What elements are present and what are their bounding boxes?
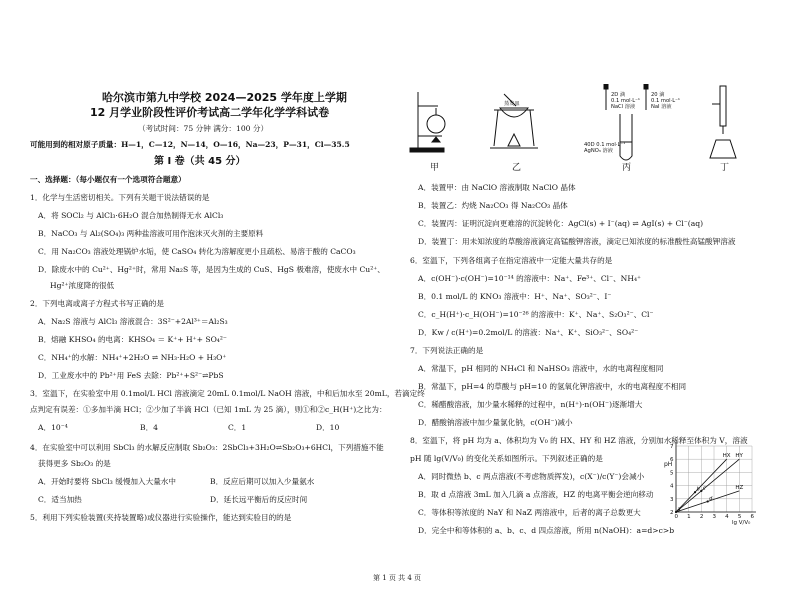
atomic-masses: 可能用到的相对原子质量：H—1，C—12，N—14，O—16，Na—23，P—31，Cl—35.5 [30,140,350,149]
q6-option-c: C．c_H(H⁺)·c_H(OH⁻)=10⁻²⁶ 的溶液中：K⁺、Na⁺、S₂O₃²⁻、Cl⁻ [418,310,654,319]
q4-option-d: D．延长远平衡后的反应时间 [210,495,308,504]
q8-option-b: B．取 d 点溶液 3mL 加入几滴 a 点溶液，HZ 的电离平衡会逆向移动 [418,490,654,499]
q6-option-d: D．Kw / c(H⁺)=0.2mol/L 的溶液：Na⁺、K⁺、SiO₃²⁻、SO₄²⁻ [418,328,639,337]
q7-option-a: A．常温下，pH 相同的 NH₄Cl 和 NaHSO₃ 溶液中，水的电离程度相同 [418,364,664,373]
apparatus-label-jia: 甲 [430,163,440,173]
question-4-cont: 获得更多 Sb₂O₃ 的是 [38,459,111,468]
q4-option-a: A．开始时要将 SbCl₃ 缓慢加入大量水中 [38,477,176,486]
q8-option-d: D．完全中和等体积的 a、b、c、d 四点溶液，所用 n(NaOH)：a=d>c>b [418,526,675,535]
q7-option-c: C．稀醋酸溶液，加少量水稀释的过程中，n(H⁺)·n(OH⁻)逐渐增大 [418,400,643,409]
apparatus-label-ding: 丁 [720,163,730,173]
exam-title-line2: 12 月学业阶段性评价考试高二学年化学学科试卷 [90,106,330,119]
q4-option-c: C．适当加热 [38,495,82,504]
ph-series-label-hy: HY [735,453,743,460]
ph-point-label-c: c [702,485,706,492]
q3-option-a: A．10⁻⁴ [38,423,68,432]
question-3-cont: 点判定有误差：①多加半滴 HCl；②少加了半滴 HCl（已知 1mL 为 25 滴），则①和②c_H(H⁺)之比为： [30,405,387,414]
ph-dilution-chart [662,432,762,526]
q6-option-b: B．0.1 mol/L 的 KNO₃ 溶液中：H⁺、Na⁺、SO₃²⁻、I⁻ [418,292,612,301]
ph-point-label-b: b [696,486,700,493]
part1-heading: 第 I 卷（共 45 分） [154,156,246,167]
question-5: 5．利用下列实验装置(夹持装置略)或仪器进行实验操作，能达到实验目的的是 [30,513,292,522]
q2-option-a: A．Na₂S 溶液与 AlCl₃ 溶液混合：3S²⁻+2Al³⁺＝Al₂S₃ [38,317,228,326]
ph-x-tick: 1 [687,514,691,520]
ph-chart-xlabel: lg V/V₀ [732,520,751,526]
ph-x-tick: 5 [737,514,742,520]
apparatus-bing-a-line1: 2D 滴 [611,92,626,98]
q1-option-b: B．NaCO₃ 与 Al₂(SO₄)₃ 两种盐溶液可用作泡沫灭火剂的主要原料 [38,229,264,238]
q1-option-c: C．用 Na₂CO₃ 溶液处理锅炉水垢，使 CaSO₄ 转化为溶解度更小且疏松、易溶于酸的 CaCO₃ [38,247,356,256]
apparatus-bing-a-line2: 0.1 mol·L⁻¹ [611,98,640,104]
ph-x-tick: 0 [674,514,678,520]
q2-option-d: D．工业废水中的 Pb²⁺用 FeS 去除：Pb²⁺+S²⁻⇌PbS [38,371,224,380]
ph-x-tick: 6 [750,514,754,520]
question-2: 2．下列电离或离子方程式书写正确的是 [30,299,164,308]
page-footer: 第 1 页 共 4 页 [372,574,422,582]
q7-option-b: B．常温下，pH=4 的草酸与 pH=10 的氢氧化钾溶液中，水的电离程度不相同 [418,382,687,391]
q1-option-a: A．将 SOCl₂ 与 AlCl₃·6H₂O 混合加热制得无水 AlCl₃ [38,211,224,220]
ph-y-tick: 4 [670,483,674,490]
q5-option-d: D．装置丁：用未知浓度的草酸溶液滴定高锰酸钾溶液，滴定已知浓度的标准酸性高锰酸钾溶液 [418,237,736,246]
q3-option-b: B．4 [140,423,159,432]
ph-x-tick: 4 [725,514,729,520]
question-1: 1．化学与生活密切相关。下列有关题干说法错误的是 [30,193,210,202]
ph-y-tick: 2 [670,510,674,516]
ph-x-tick: 2 [699,514,704,520]
q8-option-c: C．等体积等浓度的 NaY 和 NaZ 两溶液中，后者的离子总数更大 [418,508,641,517]
apparatus-bing-b-line1: 20 滴 [651,92,665,98]
apparatus-bing-c-line1: 40D 0.1 mol·L⁻¹ [584,142,626,148]
question-8-cont: pH 随 lg(V/V₀) 的变化关系如图所示。下列叙述正确的是 [410,454,603,463]
q3-option-d: D．10 [316,423,340,432]
q8-option-a: A．同时微热 b、c 两点溶液(不考虑物质挥发)，c(X⁻)/c(Y⁻)会减小 [418,472,645,481]
q5-option-a: A．装置甲：由 NaClO 溶液制取 NaClO 晶体 [418,183,576,192]
apparatus-jia-drawing [410,92,445,152]
apparatus-figure [408,84,778,176]
ph-y-tick: 5 [670,470,674,477]
ph-point-label-a: a [677,506,681,513]
question-8: 8．室温下，将 pH 均为 a、体积均为 V₀ 的 HX、HY 和 HZ 溶液，分别加水稀释至体积为 V，溶液 [410,436,748,445]
section1-heading: 一、选择题：（每小题仅有一个选项符合题意） [30,175,186,184]
apparatus-ding-drawing [710,86,736,158]
ph-y-tick: 7 [670,444,674,450]
q3-option-c: C．1 [228,423,247,432]
apparatus-yi-crucible-label: 蒸发皿 [504,101,520,107]
apparatus-bing-b-line3: NaI 溶液 [651,104,672,110]
q5-option-b: B．装置乙：灼烧 Na₂CO₃ 得 Na₂CO₃ 晶体 [418,201,568,210]
q5-option-c: C．装置丙：证明沉淀向更难溶的沉淀转化：AgCl(s) + I⁻(aq) ⇌ AgI(s) + Cl⁻(aq) [418,219,704,228]
q7-option-d: D．醋酸钠溶液中加少量氯化钠，c(OH⁻)减小 [418,418,573,427]
ph-chart-ylabel: pH [664,461,673,468]
ph-y-tick: 3 [670,496,674,503]
question-7: 7．下列说法正确的是 [410,346,484,355]
apparatus-bing-a-line3: NaCl 溶液 [611,104,636,110]
question-3: 3．室温下，在实验室中用 0.1mol/L HCl 溶液滴定 20mL 0.1mol/L NaOH 溶液，中和后加水至 20mL，若滴定终 [30,389,425,398]
q2-option-b: B．熔融 KHSO₄ 的电离：KHSO₄ ＝ K⁺+ H⁺+ SO₄²⁻ [38,335,227,344]
exam-title-line1: 哈尔滨市第九中学校 2024—2025 学年度上学期 [102,91,347,104]
q1-option-d-cont: Hg²⁺浓度降的很低 [50,281,115,290]
apparatus-bing-b-line2: 0.1 mol·L⁻¹ [651,98,680,104]
exam-info: （考试时间：75 分钟 满分：100 分） [138,124,269,133]
question-6: 6．室温下，下列各组离子在指定溶液中一定能大量共存的是 [410,256,613,265]
q6-option-a: A．c(OH⁻)·c(OH⁻)=10⁻¹⁴ 的溶液中：Na⁺、Fe³⁺、Cl⁻、NH₄⁺ [418,274,641,283]
ph-x-tick: 3 [712,514,716,520]
question-4: 4．在实验室中可以利用 SbCl₃ 的水解反应制取 Sb₂O₃：2SbCl₃+3H₂O⇌Sb₂O₃+6HCl，下列措施不能 [30,443,384,452]
ph-y-tick: 6 [670,457,674,464]
apparatus-label-yi: 乙 [512,163,522,173]
q4-option-b: B．反应后期可以加入少量氨水 [210,477,315,486]
apparatus-bing-c-line2: AgNO₃ 溶液 [584,148,613,154]
ph-point-label-d: d [709,495,713,502]
q2-option-c: C．NH₄⁺的水解：NH₄⁺+2H₂O ⇌ NH₃·H₂O + H₃O⁺ [38,353,227,362]
apparatus-label-bing: 丙 [622,163,632,173]
ph-series-label-hx: HX [722,453,731,460]
q1-option-d: D．除废水中的 Cu²⁺、Hg²⁺时，常用 Na₂S 等，是因为生成的 CuS、HgS 极难溶，使废水中 Cu²⁺、 [38,265,385,274]
ph-series-label-hz: HZ [735,484,744,491]
